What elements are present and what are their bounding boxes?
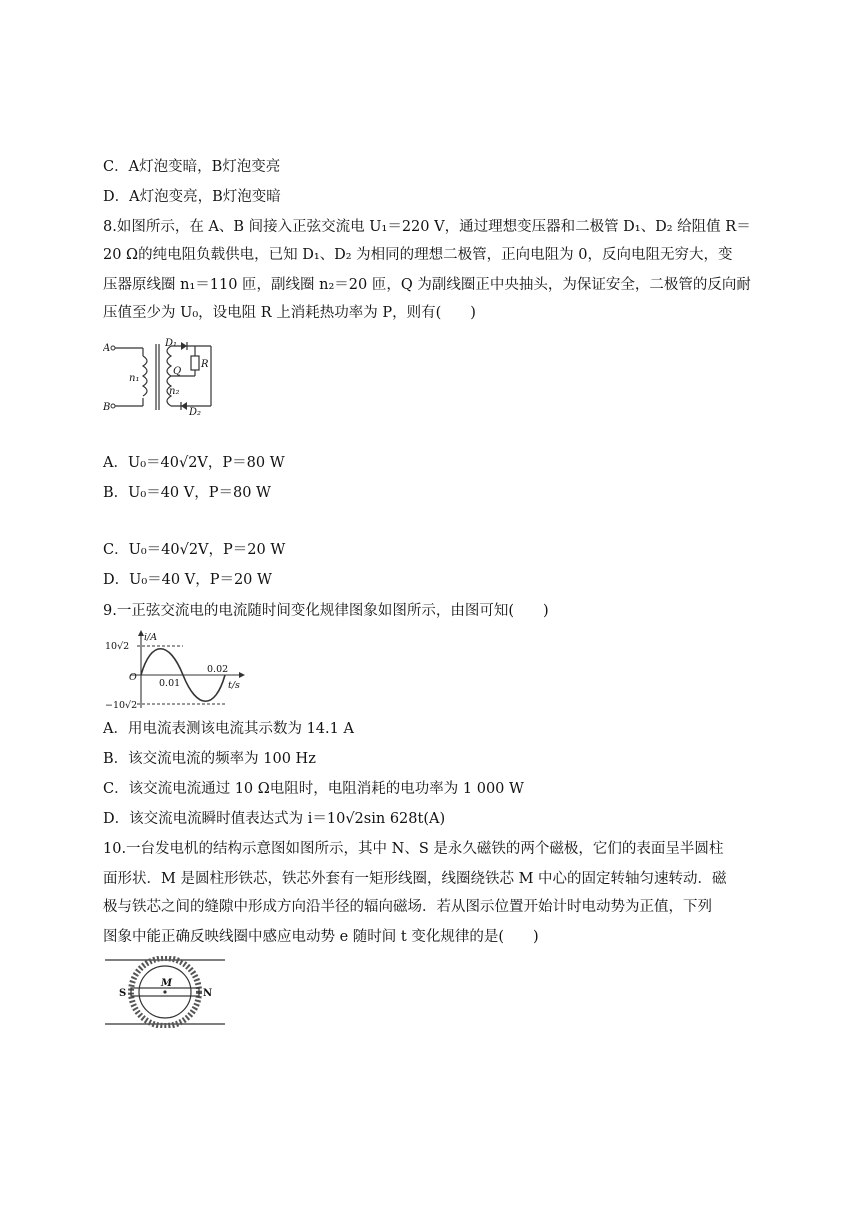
q9-option-b: B．该交流电流的频率为 100 Hz xyxy=(103,751,316,767)
q8-label-b: B xyxy=(103,402,111,413)
option-d-prev: D．A灯泡变亮，B灯泡变暗 xyxy=(103,189,281,205)
q10-label-n: N xyxy=(203,988,213,999)
q8-label-d2: D₂ xyxy=(189,407,202,416)
q9-ymax-label: 10√2 xyxy=(105,641,130,652)
q8-option-c: C．U₀＝40√2V，P＝20 W xyxy=(103,542,286,558)
option-c-prev: C．A灯泡变暗，B灯泡变亮 xyxy=(103,159,281,175)
q8-label-q: Q xyxy=(173,366,182,377)
q8-stem-line-2: 20 Ω的纯电阻负载供电，已知 D₁、D₂ 为相同的理想二极管，正向电阻为 0，反向电阻无穷大，变 xyxy=(103,247,733,263)
q9-ymin-label: −10√2 xyxy=(105,700,138,710)
q8-label-n2: n₂ xyxy=(169,386,180,397)
q8-stem-line-1: 8.如图所示，在 A、B 间接入正弦交流电 U₁＝220 V，通过理想变压器和二极管 D₁、D₂ 给阻值 R＝ xyxy=(103,219,751,235)
q8-option-b: B．U₀＝40 V，P＝80 W xyxy=(103,485,271,501)
q9-ylabel: i/A xyxy=(144,632,158,643)
q9-option-c: C．该交流电流通过 10 Ω电阻时，电阻消耗的电功率为 1 000 W xyxy=(103,781,524,797)
q9-t2-label: 0.02 xyxy=(207,664,229,675)
q8-option-a: A．U₀＝40√2V，P＝80 W xyxy=(103,455,285,471)
q8-label-d1: D₁ xyxy=(165,338,178,349)
q9-t1-label: 0.01 xyxy=(159,678,181,689)
q8-label-n1: n₁ xyxy=(129,373,140,384)
q8-label-a: A xyxy=(103,343,111,354)
q8-transformer-figure xyxy=(103,336,215,416)
q10-generator-figure xyxy=(103,956,227,1028)
q10-stem-line-3: 极与铁芯之间的缝隙中形成方向沿半径的辐向磁场．若从图示位置开始计时电动势为正值，下列 xyxy=(103,899,712,915)
q10-stem-line-1: 10.一台发电机的结构示意图如图所示，其中 N、S 是永久磁铁的两个磁极，它们的表面呈半圆柱 xyxy=(103,841,724,857)
q9-option-d: D．该交流电流瞬时值表达式为 i＝10√2sin 628t(A) xyxy=(103,811,446,827)
q10-stem-line-4: 图象中能正确反映线圈中感应电动势 e 随时间 t 变化规律的是( ) xyxy=(103,929,539,945)
q10-stem-line-2: 面形状．M 是圆柱形铁芯，铁芯外套有一矩形线圈，线圈绕铁芯 M 中心的固定转轴匀速转动．磁 xyxy=(103,871,727,887)
q10-label-m: M xyxy=(161,978,173,989)
q8-label-r: R xyxy=(201,359,209,370)
q8-stem-line-4: 压值至少为 U₀，设电阻 R 上消耗热功率为 P，则有( ) xyxy=(103,305,476,321)
q9-current-graph xyxy=(103,628,248,710)
q8-option-d: D．U₀＝40 V，P＝20 W xyxy=(103,572,272,588)
q10-label-s: S xyxy=(119,988,127,999)
q9-stem: 9.一正弦交流电的电流随时间变化规律图象如图所示，由图可知( ) xyxy=(103,603,549,619)
q8-stem-line-3: 压器原线圈 n₁＝110 匝，副线圈 n₂＝20 匝，Q 为副线圈正中央抽头，为保证安全，二极管的反向耐 xyxy=(103,277,751,293)
q9-origin-label: O xyxy=(129,672,137,683)
q9-option-a: A．用电流表测该电流其示数为 14.1 A xyxy=(103,721,354,737)
q9-xlabel: t/s xyxy=(228,680,240,691)
